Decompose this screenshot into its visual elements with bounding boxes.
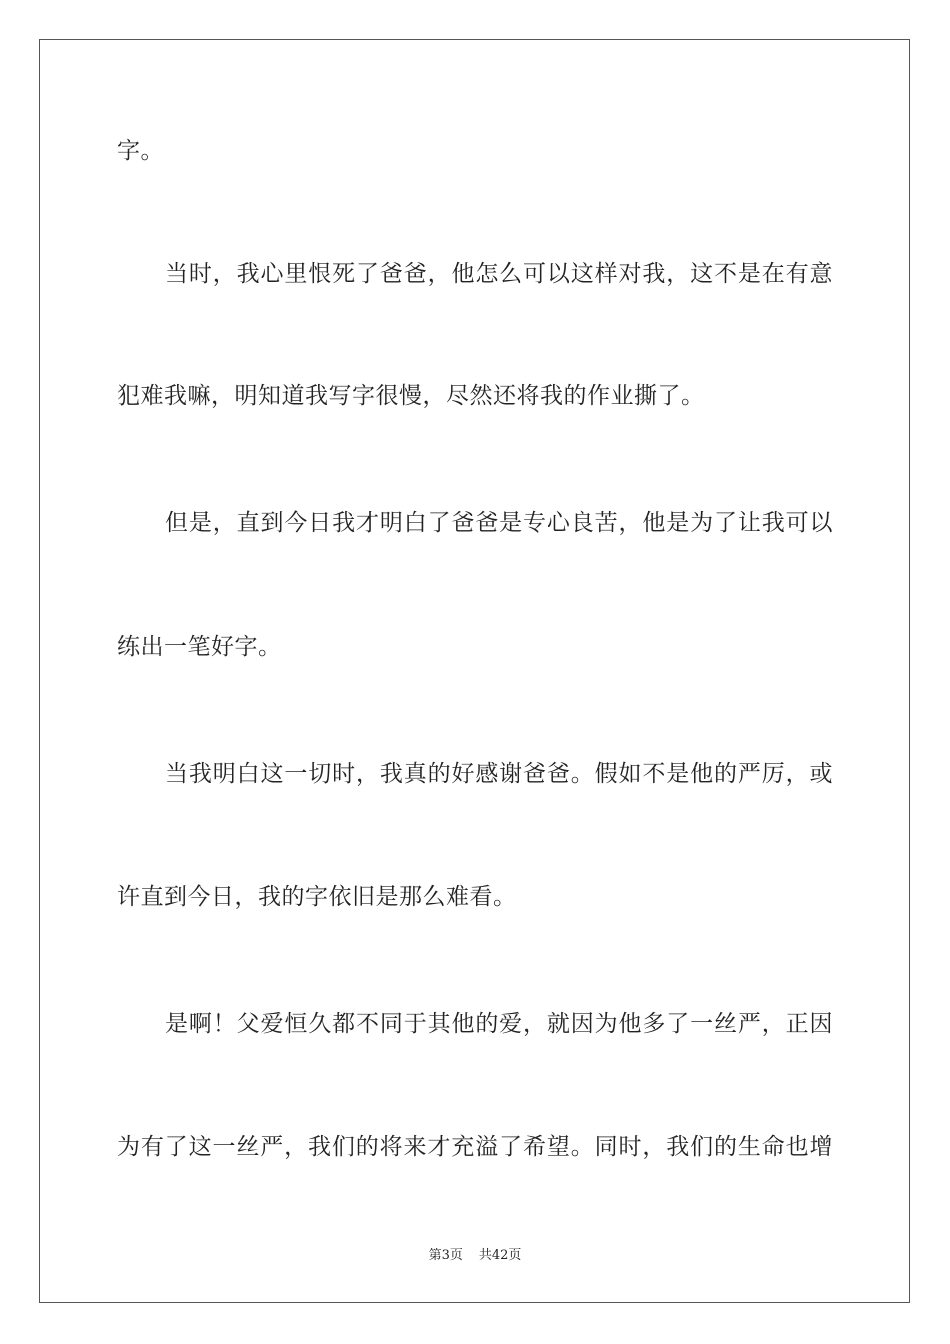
paragraph-line: 为有了这一丝严，我们的将来才充溢了希望。同时，我们的生命也增 bbox=[117, 1134, 833, 1160]
paragraph-line: 犯难我嘛，明知道我写字很慢，尽然还将我的作业撕了。 bbox=[117, 383, 705, 409]
paragraph-line: 当我明白这一切时，我真的好感谢爸爸。假如不是他的严厉，或 bbox=[165, 761, 833, 787]
paragraph-line: 当时，我心里恨死了爸爸，他怎么可以这样对我，这不是在有意 bbox=[165, 261, 833, 287]
page-border bbox=[39, 39, 910, 1303]
page-total: 共42页 bbox=[478, 1248, 522, 1263]
paragraph-line: 字。 bbox=[117, 138, 164, 164]
page-footer bbox=[0, 1247, 950, 1265]
page-number: 第3页 bbox=[428, 1248, 463, 1263]
paragraph-line: 是啊！父爱恒久都不同于其他的爱，就因为他多了一丝严，正因 bbox=[165, 1011, 833, 1037]
paragraph-line: 许直到今日，我的字依旧是那么难看。 bbox=[117, 884, 517, 910]
paragraph-line: 但是，直到今日我才明白了爸爸是专心良苦，他是为了让我可以 bbox=[165, 510, 833, 536]
paragraph-line: 练出一笔好字。 bbox=[117, 634, 282, 660]
